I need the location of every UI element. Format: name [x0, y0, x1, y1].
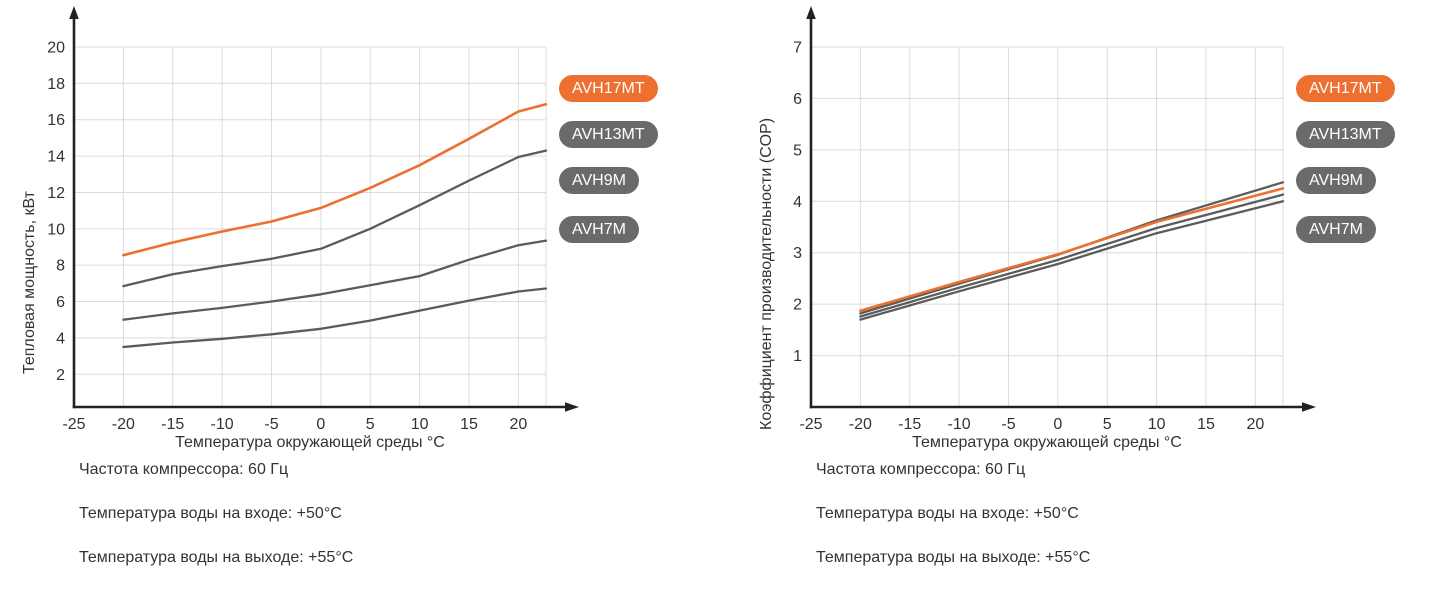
note-water-inlet-temperature: Температура воды на входе: +50°C	[816, 505, 1079, 522]
svg-text:1: 1	[793, 348, 802, 366]
cop-plot	[737, 0, 1357, 445]
cop-legend	[1296, 75, 1395, 262]
svg-text:-20: -20	[111, 416, 135, 433]
note-compressor-frequency: Частота компрессора: 60 Гц	[79, 461, 289, 478]
legend-pill-avh17mt: AVH17MT	[559, 75, 658, 102]
legend-pill-avh13mt: AVH13MT	[559, 121, 658, 148]
svg-text:6: 6	[793, 90, 802, 108]
legend-pill-avh9m: AVH9M	[559, 167, 639, 194]
legend-pill-avh13mt: AVH13MT	[1296, 121, 1395, 148]
svg-text:6: 6	[56, 294, 65, 312]
note-compressor-frequency: Частота компрессора: 60 Гц	[816, 461, 1026, 478]
svg-text:20: 20	[47, 39, 65, 57]
svg-text:5: 5	[793, 142, 802, 160]
heat-power-x-axis-label: Температура окружающей среды °C	[175, 434, 445, 451]
svg-text:-25: -25	[62, 416, 86, 433]
heat-power-notes	[79, 461, 353, 593]
svg-text:0: 0	[1053, 416, 1063, 433]
svg-text:-5: -5	[264, 416, 279, 433]
svg-text:2: 2	[56, 366, 65, 384]
svg-text:10: 10	[47, 221, 65, 239]
heat-power-plot	[0, 0, 620, 445]
note-water-outlet-temperature: Температура воды на выходе: +55°C	[816, 549, 1091, 566]
svg-text:20: 20	[1246, 416, 1265, 433]
heat-power-legend	[559, 75, 658, 262]
svg-text:8: 8	[56, 257, 65, 275]
svg-text:7: 7	[793, 39, 802, 57]
svg-text:4: 4	[56, 330, 65, 348]
svg-text:-20: -20	[848, 416, 872, 433]
svg-text:4: 4	[793, 193, 802, 211]
svg-text:-10: -10	[947, 416, 971, 433]
svg-text:-25: -25	[799, 416, 823, 433]
svg-text:5: 5	[1102, 416, 1112, 433]
svg-text:2: 2	[793, 296, 802, 314]
cop-notes	[816, 461, 1090, 593]
cop-chart	[737, 0, 1440, 586]
svg-text:10: 10	[1147, 416, 1166, 433]
svg-text:15: 15	[1197, 416, 1215, 433]
svg-text:-15: -15	[898, 416, 922, 433]
heat-power-chart	[0, 0, 703, 586]
svg-text:12: 12	[47, 184, 65, 202]
legend-pill-avh7m: AVH7M	[559, 216, 639, 243]
cop-x-axis-label: Температура окружающей среды °C	[912, 434, 1182, 451]
svg-text:3: 3	[793, 245, 802, 263]
svg-text:15: 15	[460, 416, 478, 433]
svg-text:0: 0	[316, 416, 326, 433]
legend-pill-avh17mt: AVH17MT	[1296, 75, 1395, 102]
svg-text:5: 5	[365, 416, 375, 433]
heat-power-y-axis-label: Тепловая мощность, кВт	[21, 191, 38, 374]
svg-text:20: 20	[509, 416, 528, 433]
legend-pill-avh9m: AVH9M	[1296, 167, 1376, 194]
svg-text:10: 10	[410, 416, 429, 433]
note-water-outlet-temperature: Температура воды на выходе: +55°C	[79, 549, 354, 566]
svg-text:14: 14	[47, 148, 65, 166]
svg-text:16: 16	[47, 112, 65, 130]
svg-text:-10: -10	[210, 416, 234, 433]
cop-y-axis-label: Коэффициент производительности (COP)	[758, 117, 775, 430]
svg-text:18: 18	[47, 75, 65, 93]
note-water-inlet-temperature: Температура воды на входе: +50°C	[79, 505, 342, 522]
svg-text:-15: -15	[161, 416, 185, 433]
svg-text:-5: -5	[1001, 416, 1016, 433]
legend-pill-avh7m: AVH7M	[1296, 216, 1376, 243]
